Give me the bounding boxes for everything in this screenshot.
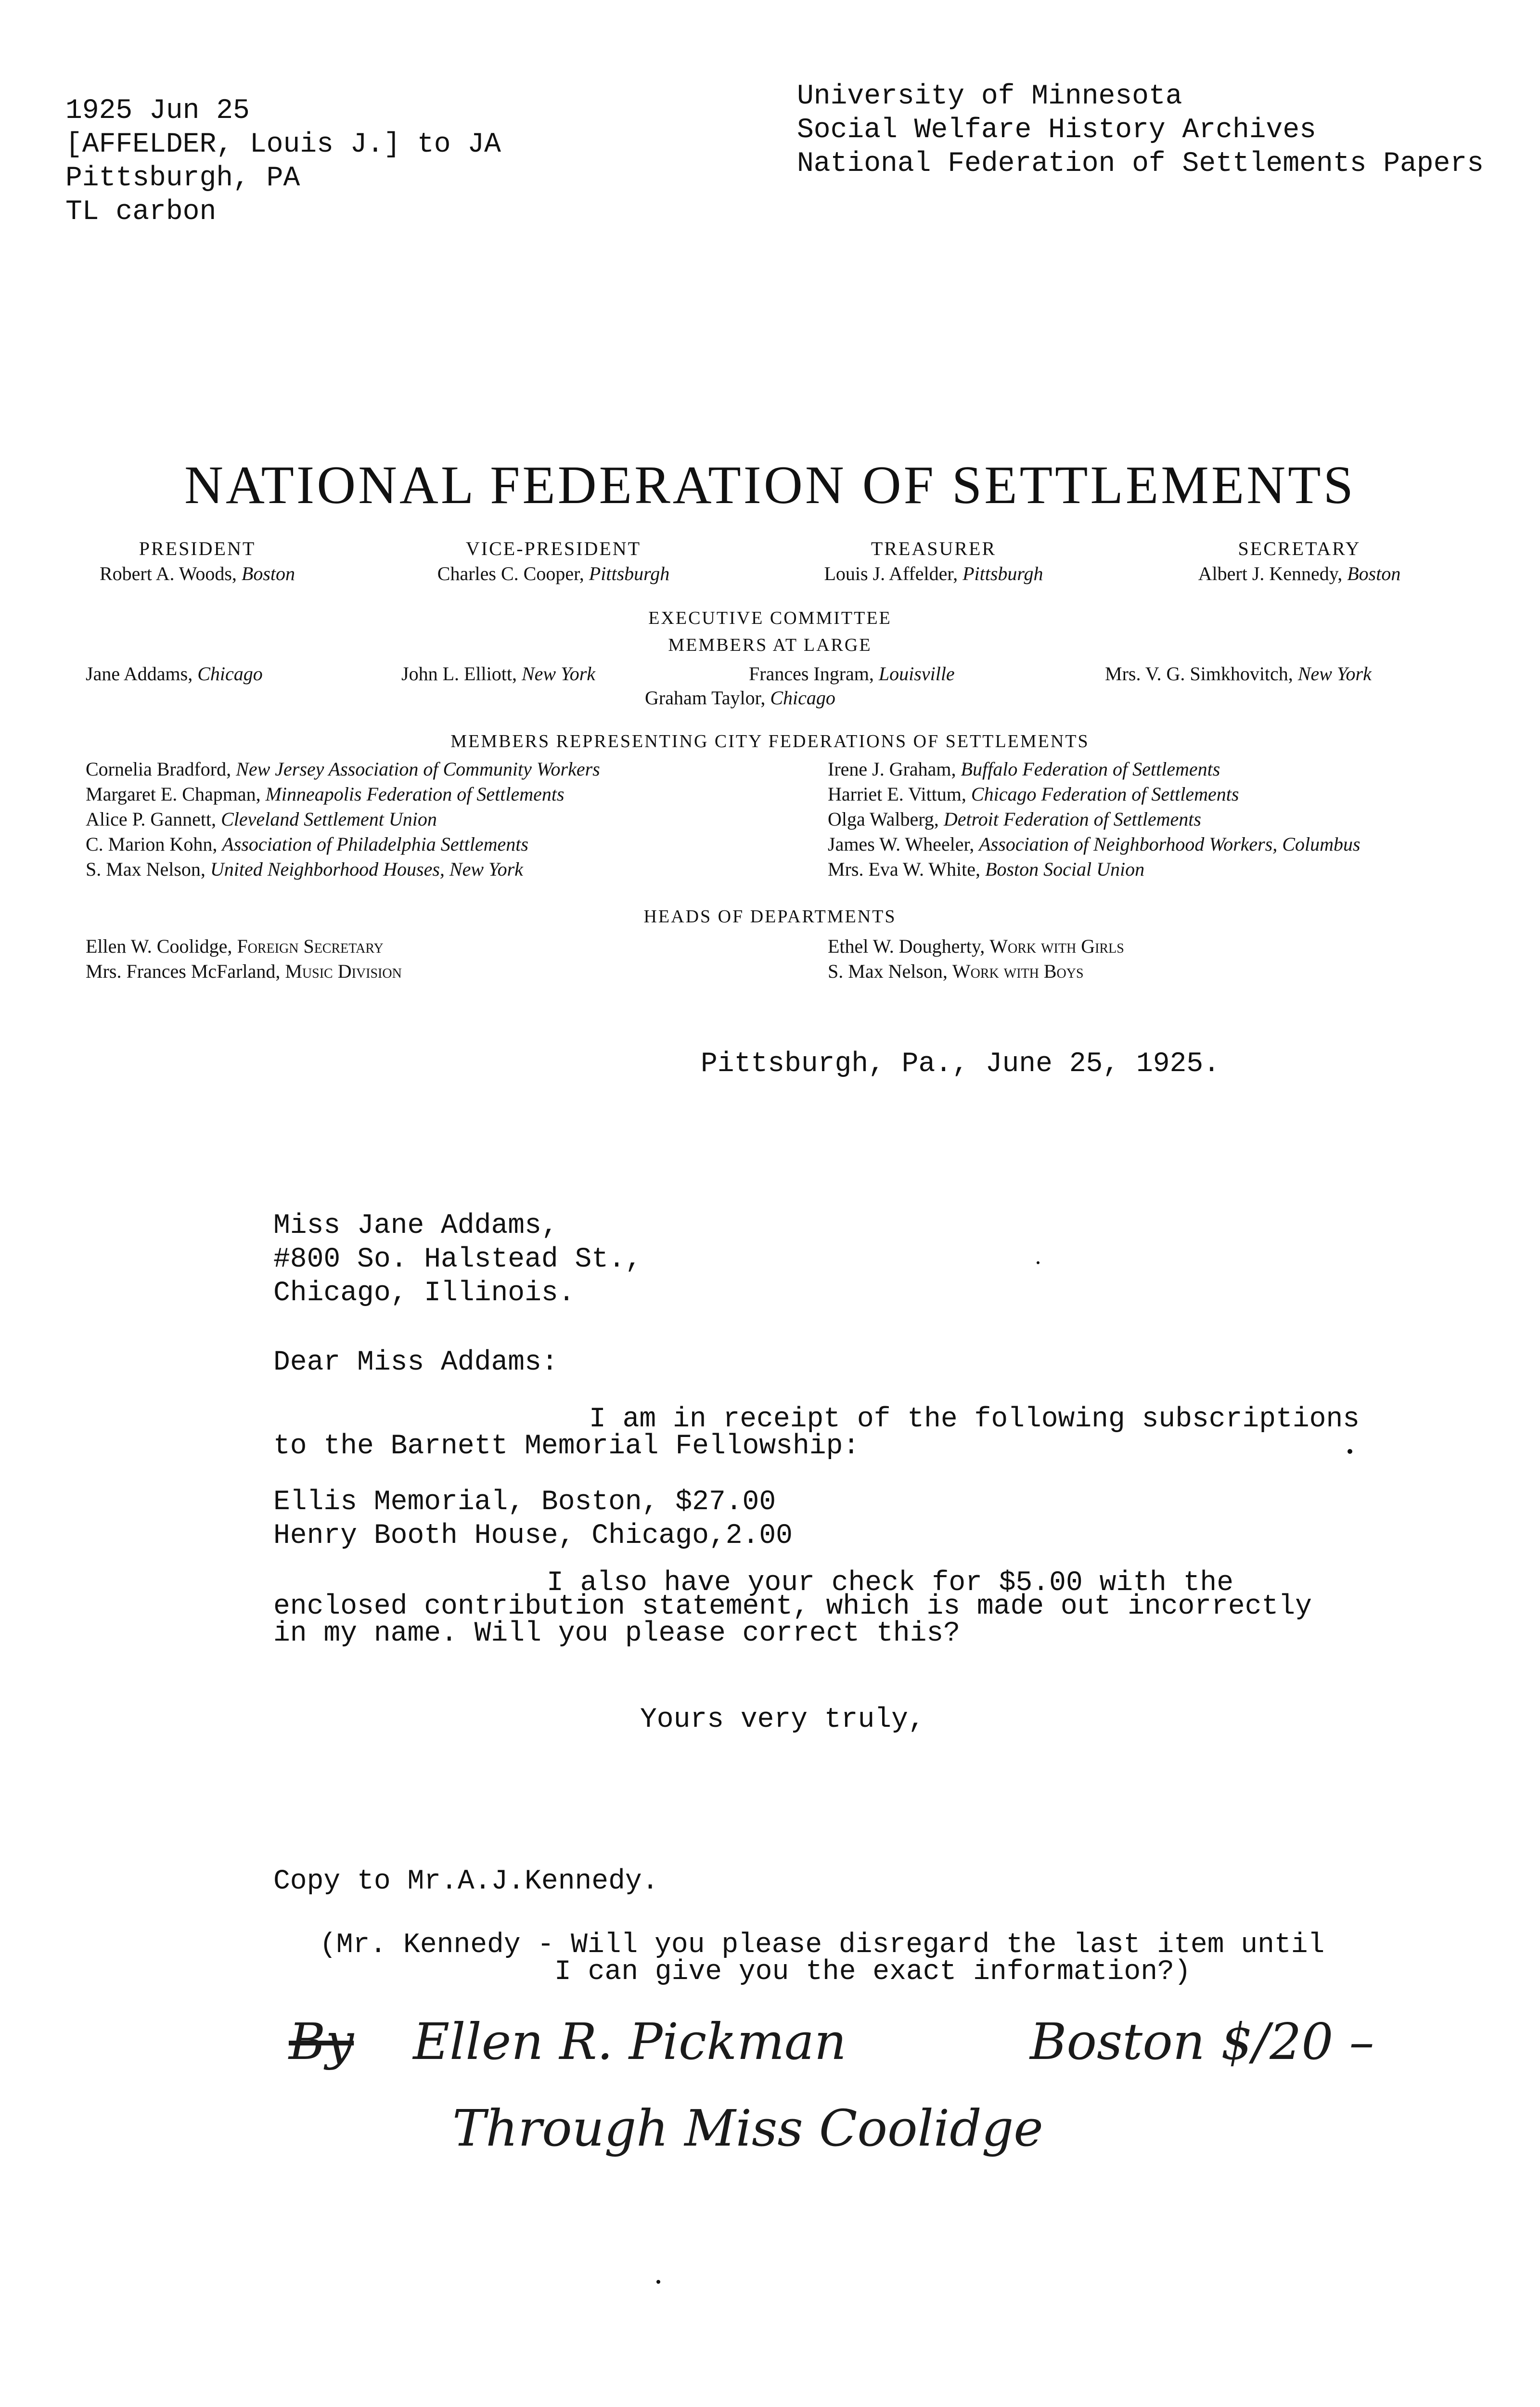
address-line: Chicago, Illinois. [273,1278,575,1309]
heads-left-column [86,934,402,984]
member-at-large: Graham Taylor, Chicago [645,687,835,709]
officer-name-president: Robert A. Woods, Boston [99,563,295,584]
handwritten-struck-word: By [289,2012,354,2071]
salutation: Dear Miss Addams: [273,1347,558,1378]
handwritten-donor-name: Ellen R. Pickman [413,2012,847,2071]
subscription-item: Henry Booth House, Chicago,2.00 [273,1520,793,1552]
executive-committee-label: EXECUTIVE COMMITTEE [648,608,892,628]
city-federation-member: Cornelia Bradford, New Jersey Association of Community Workers [86,758,600,780]
heads-of-departments-label: HEADS OF DEPARTMENTS [643,906,897,927]
inside-address [273,1209,642,1310]
officer-role-vice-president: VICE-PRESIDENT [465,538,642,559]
paragraph-2-line-1: I also have your check for $5.00 with the [547,1567,1234,1599]
city-federations-label: MEMBERS REPRESENTING CITY FEDERATIONS OF SETTLEMENTS [450,731,1090,751]
handwritten-note-line-1 [289,2012,847,2071]
city-federations-right-column [828,757,1360,882]
closing: Yours very truly, [640,1704,925,1735]
stamp-doc-type: TL carbon [65,196,217,228]
postscript-line-1: (Mr. Kennedy - Will you please disregard the last item until [320,1929,1325,1961]
member-at-large: John L. Elliott, New York [401,663,596,685]
paragraph-1-line-1: I am in receipt of the following subscriptions [589,1404,1360,1435]
department-head: Mrs. Frances McFarland, Music Division [86,960,402,982]
copy-notation: Copy to Mr.A.J.Kennedy. [273,1866,659,1897]
stamp-place: Pittsburgh, PA [65,163,300,194]
city-federation-member: C. Marion Kohn, Association of Philadelphia Settlements [86,833,528,855]
postscript-line-2: I can give you the exact information?) [554,1956,1191,1988]
heads-right-column [828,934,1124,984]
department-head: S. Max Nelson, Work with Boys [828,960,1084,982]
stamp-collection: National Federation of Settlements Papers [797,148,1484,180]
department-head: Ethel W. Dougherty, Work with Girls [828,935,1124,957]
city-federation-member: Irene J. Graham, Buffalo Federation of Settlements [828,758,1220,780]
officer-name-vice-president: Charles C. Cooper, Pittsburgh [437,563,670,584]
page-speck [656,2280,660,2284]
officer-role-treasurer: TREASURER [871,538,997,559]
city-federation-member: Olga Walberg, Detroit Federation of Settlements [828,808,1201,830]
address-line: Miss Jane Addams, [273,1210,558,1242]
department-head: Ellen W. Coolidge, Foreign Secretary [86,935,384,957]
member-at-large: Mrs. V. G. Simkhovitch, New York [1105,663,1372,685]
archive-stamp-right [797,80,1484,181]
paragraph-1-line-2: to the Barnett Memorial Fellowship: [273,1431,860,1462]
dateline: Pittsburgh, Pa., June 25, 1925. [701,1048,1220,1080]
archive-stamp-left [65,94,501,229]
city-federation-member: Harriet E. Vittum, Chicago Federation of Settlements [828,783,1239,805]
city-federation-member: James W. Wheeler, Association of Neighborhood Workers, Columbus [828,833,1360,855]
city-federation-member: S. Max Nelson, United Neighborhood Houses, New York [86,858,523,880]
stamp-archive: Social Welfare History Archives [797,115,1316,146]
member-at-large: Jane Addams, Chicago [86,663,263,685]
handwritten-note-line-2: Through Miss Coolidge [452,2099,1043,2158]
letterhead-title: NATIONAL FEDERATION OF SETTLEMENTS [184,455,1356,515]
member-at-large: Frances Ingram, Louisville [749,663,955,685]
paragraph-2-line: in my name. Will you please correct this? [273,1618,961,1649]
city-federation-member: Alice P. Gannett, Cleveland Settlement Union [86,808,437,830]
city-federation-member: Mrs. Eva W. White, Boston Social Union [828,858,1145,880]
officer-name-secretary: Albert J. Kennedy, Boston [1198,563,1401,584]
city-federation-member: Margaret E. Chapman, Minneapolis Federation of Settlements [86,783,565,805]
paragraph-2-line: enclosed contribution statement, which is made out incorrectly [273,1591,1312,1622]
stamp-correspondents: [AFFELDER, Louis J.] to JA [65,129,501,160]
stamp-university: University of Minnesota [797,81,1182,112]
officer-name-treasurer: Louis J. Affelder, Pittsburgh [824,563,1043,584]
address-line: #800 So. Halstead St., [273,1244,642,1275]
page-speck [1037,1261,1040,1264]
subscription-list [273,1486,793,1553]
city-federations-left-column [86,757,600,882]
subscription-item: Ellis Memorial, Boston, $27.00 [273,1487,776,1518]
members-at-large-label: MEMBERS AT LARGE [668,635,872,655]
officer-role-president: PRESIDENT [139,538,256,559]
paragraph-2-rest [273,1593,1312,1647]
stamp-date: 1925 Jun 25 [65,95,250,127]
page-speck [1348,1449,1352,1454]
officer-role-secretary: SECRETARY [1238,538,1361,559]
handwritten-note-amount: Boston $/20 – [1030,2012,1374,2071]
